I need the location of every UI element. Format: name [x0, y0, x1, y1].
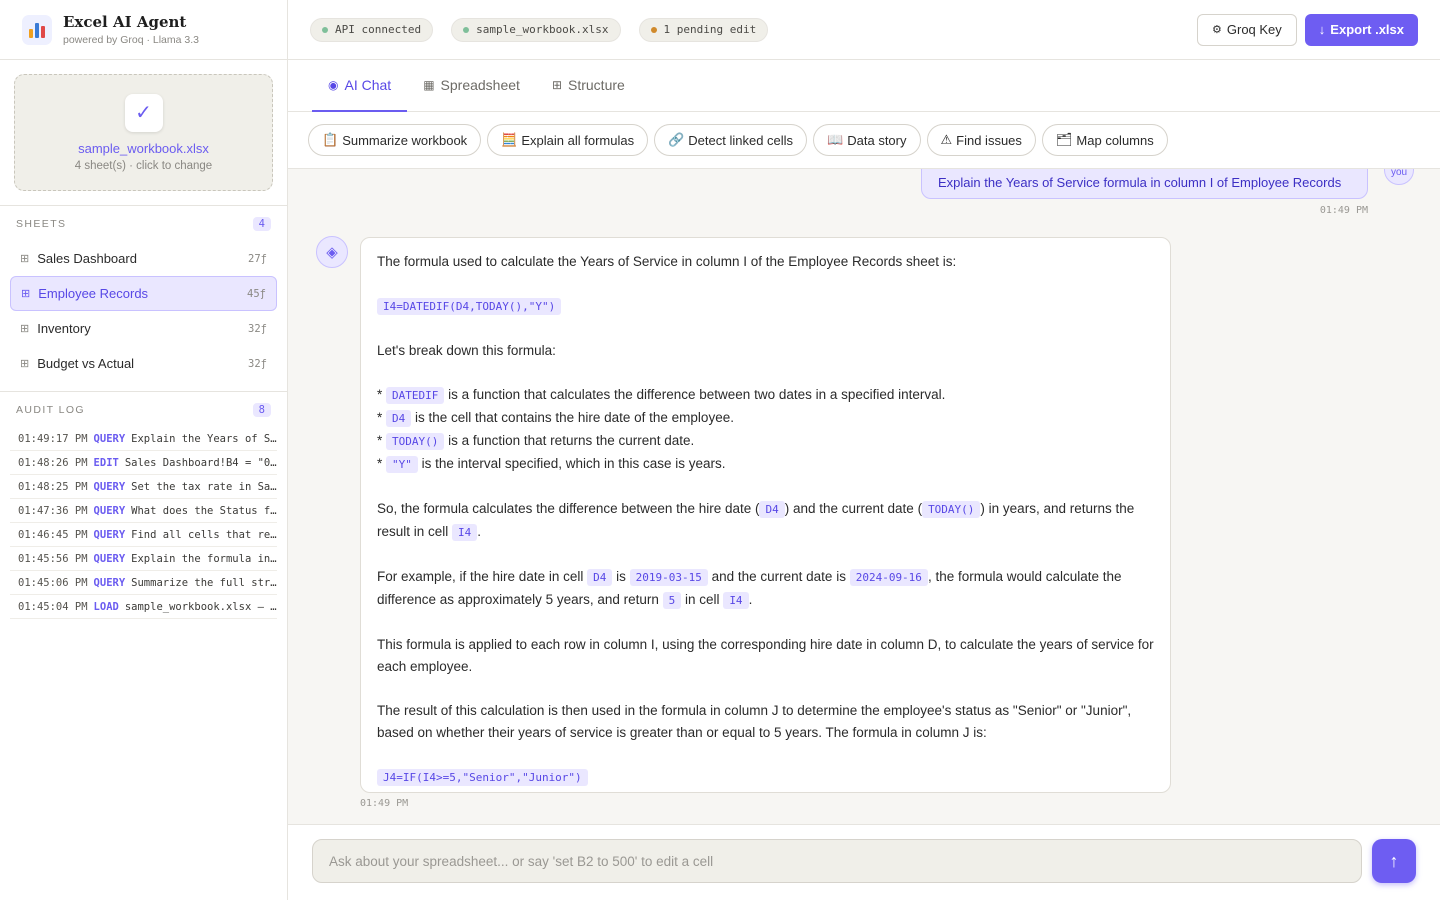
audit-row[interactable]: [10, 427, 277, 451]
link-icon: 🔗: [668, 132, 685, 147]
sheets-header: [0, 205, 287, 241]
message-paragraph: So, the formula calculates the difference between the hire date ( D4 ) and the current date ( TODAY() ) in years, and returns the result in cell I4 .: [377, 501, 1135, 539]
audit-header: [0, 391, 287, 427]
app-title: Excel AI Agent: [63, 13, 187, 31]
api-status-text: API connected: [335, 23, 422, 36]
tab-spreadsheet[interactable]: [407, 60, 536, 112]
tab-label: AI Chat: [344, 77, 392, 93]
status-dot: [322, 27, 328, 33]
sidebar: [0, 0, 288, 900]
abacus-icon: 🧮: [501, 132, 518, 147]
top-actions: [1197, 14, 1418, 46]
grid-icon: ⊞: [21, 288, 31, 300]
formula-count: 27ƒ: [248, 252, 267, 265]
user-message-time: 01:49 PM: [1319, 205, 1368, 216]
api-status-pill: [310, 18, 433, 42]
sheet-item-sales-dashboard[interactable]: [10, 241, 277, 276]
formula-count: 45ƒ: [247, 287, 266, 300]
topbar: [288, 0, 1440, 60]
message-paragraph: This formula is applied to each row in column I, using the corresponding hire date in column D, to calculate the years of service for each employee.: [377, 637, 1154, 674]
chart-logo-icon: [22, 15, 52, 45]
detect-linked-cells-button[interactable]: [654, 124, 807, 156]
bullet-item: * DATEDIF is a function that calculates the difference between two dates in a specified interval.: [377, 387, 946, 402]
tab-ai-chat[interactable]: [312, 60, 407, 112]
audit-time: 01:49:17 PM: [18, 432, 88, 445]
message-paragraph: The result of this calculation is then used in the formula in column J to determine the employee's status as "Senior" or "Junior", based on whether their years of service is greater than or equal to 5 years. The formula in column J is:: [377, 703, 1132, 740]
sheet-name: Budget vs Actual: [37, 356, 135, 371]
send-button[interactable]: [1372, 839, 1416, 883]
audit-message: Set the tax rate in Sa…: [131, 480, 277, 493]
quick-action-label: Explain all formulas: [521, 132, 635, 148]
explain-formulas-button[interactable]: [487, 124, 648, 156]
bullet-item: * D4 is the cell that contains the hire date of the employee.: [377, 410, 734, 425]
status-dot: [651, 27, 657, 33]
message-paragraph: For example, if the hire date in cell D4 is 2019-03-15 and the current date is 2024-09-16 , the formula would calculate the difference as approximately 5 years, and return 5 in cell I4 .: [377, 569, 1122, 607]
audit-count-badge: 8: [253, 403, 271, 417]
bullet-item: * "Y" is the interval specified, which in this case is years.: [377, 456, 726, 471]
audit-message: Sales Dashboard!B4 = "0…: [124, 456, 277, 469]
status-dot: [463, 27, 469, 33]
sheet-name: Inventory: [37, 321, 91, 336]
tab-label: Spreadsheet: [440, 77, 520, 93]
audit-time: 01:46:45 PM: [18, 528, 88, 541]
find-issues-button[interactable]: [927, 124, 1036, 156]
audit-message: Explain the Years of S…: [131, 432, 277, 445]
audit-row[interactable]: [10, 475, 277, 499]
tab-structure[interactable]: [536, 60, 641, 112]
spreadsheet-icon: ▦: [423, 78, 435, 92]
pending-edit-text: 1 pending edit: [663, 23, 757, 36]
chat-icon: ◉: [328, 78, 339, 92]
formula-code: I4=DATEDIF(D4,TODAY(),"Y"): [377, 298, 561, 315]
sheet-item-budget-vs-actual[interactable]: [10, 346, 277, 381]
audit-message: Find all cells that re…: [131, 528, 277, 541]
bullet-item: * TODAY() is a function that returns the current date.: [377, 433, 695, 448]
quick-action-label: Summarize workbook: [342, 132, 468, 148]
audit-log: [0, 427, 287, 623]
audit-row[interactable]: [10, 547, 277, 571]
audit-message: sample_workbook.xlsx — …: [124, 600, 277, 613]
audit-time: 01:48:25 PM: [18, 480, 88, 493]
audit-time: 01:45:56 PM: [18, 552, 88, 565]
download-icon: ↓: [1318, 22, 1326, 37]
file-upload-zone[interactable]: [14, 74, 273, 191]
structure-icon: ⊞: [551, 78, 562, 92]
message-paragraph: Let's break down this formula:: [377, 343, 556, 358]
user-avatar: you: [1384, 169, 1414, 185]
brand: [0, 0, 287, 60]
message-paragraph: The formula used to calculate the Years of Service in column I of the Employee Records sheet is:: [377, 254, 957, 269]
audit-row[interactable]: [10, 499, 277, 523]
audit-time: 01:47:36 PM: [18, 504, 88, 517]
audit-kind: QUERY: [93, 552, 126, 565]
clipboard-icon: 📋: [322, 132, 339, 147]
inline-code: "Y": [386, 456, 418, 473]
quick-actions: [288, 112, 1440, 169]
audit-row[interactable]: [10, 451, 277, 475]
audit-kind: QUERY: [93, 432, 126, 445]
main-tabs: [288, 60, 1440, 112]
quick-action-label: Map columns: [1076, 132, 1154, 148]
upload-filename: sample_workbook.xlsx: [78, 140, 209, 156]
audit-kind: QUERY: [93, 576, 126, 589]
audit-time: 01:45:04 PM: [18, 600, 88, 613]
audit-message: Summarize the full str…: [131, 576, 277, 589]
audit-label: AUDIT LOG: [16, 403, 86, 416]
quick-action-label: Data story: [847, 132, 907, 148]
formula-count: 32ƒ: [248, 357, 267, 370]
grid-icon: ⊞: [20, 323, 30, 335]
export-label: Export .xlsx: [1330, 22, 1404, 37]
sheet-item-inventory[interactable]: [10, 311, 277, 346]
sheet-item-employee-records[interactable]: [10, 276, 277, 311]
assistant-avatar-icon: ◈: [316, 236, 348, 268]
warning-icon: ⚠: [940, 132, 953, 147]
audit-kind: EDIT: [93, 456, 119, 469]
audit-kind: QUERY: [93, 480, 126, 493]
chat-thread[interactable]: [288, 169, 1440, 824]
groq-key-button[interactable]: [1197, 14, 1297, 46]
assistant-message-time: 01:49 PM: [360, 798, 409, 809]
quick-action-label: Detect linked cells: [688, 132, 794, 148]
composer: [288, 824, 1440, 900]
audit-kind: LOAD: [93, 600, 119, 613]
file-status-text: sample_workbook.xlsx: [476, 23, 609, 36]
map-columns-button[interactable]: [1042, 124, 1168, 156]
chat-input[interactable]: [312, 839, 1362, 883]
assistant-message: [360, 237, 1171, 793]
grid-icon: ⊞: [20, 358, 30, 370]
audit-row[interactable]: [10, 595, 277, 619]
summarize-workbook-button[interactable]: [308, 124, 481, 156]
tab-label: Structure: [568, 77, 625, 93]
app-subtitle: powered by Groq · Llama 3.3: [63, 34, 199, 46]
user-message: Explain the Years of Service formula in column I of Employee Records: [921, 169, 1368, 199]
sheets-count-badge: 4: [253, 217, 271, 231]
inline-code: DATEDIF: [386, 387, 444, 404]
audit-kind: QUERY: [93, 528, 126, 541]
inline-code: TODAY(): [386, 433, 444, 450]
formula-count: 32ƒ: [248, 322, 267, 335]
sheet-list: [0, 241, 287, 391]
pending-edit-pill[interactable]: [639, 18, 769, 42]
sheet-name: Employee Records: [38, 286, 149, 301]
data-story-button[interactable]: [813, 124, 920, 156]
upload-meta: 4 sheet(s) · click to change: [74, 159, 213, 172]
audit-time: 01:45:06 PM: [18, 576, 88, 589]
grid-icon: ⊞: [20, 253, 30, 265]
gear-icon: ⚙: [1212, 24, 1222, 36]
file-status-pill: [451, 18, 620, 42]
sheets-label: SHEETS: [16, 217, 67, 230]
audit-row[interactable]: [10, 523, 277, 547]
audit-kind: QUERY: [93, 504, 126, 517]
export-button[interactable]: [1305, 14, 1418, 46]
sheet-name: Sales Dashboard: [37, 251, 137, 266]
groq-key-label: Groq Key: [1226, 22, 1282, 37]
folder-icon: 🗂: [1055, 132, 1073, 147]
audit-row[interactable]: [10, 571, 277, 595]
audit-message: What does the Status f…: [131, 504, 277, 517]
audit-message: Explain the formula in…: [131, 552, 277, 565]
arrow-up-icon: ↑: [1389, 850, 1399, 871]
inline-code: D4: [386, 410, 411, 427]
book-icon: 📖: [827, 132, 844, 147]
check-icon: ✓: [125, 94, 163, 132]
audit-time: 01:48:26 PM: [18, 456, 88, 469]
quick-action-label: Find issues: [956, 132, 1022, 148]
formula-code: J4=IF(I4>=5,"Senior","Junior"): [377, 769, 588, 786]
